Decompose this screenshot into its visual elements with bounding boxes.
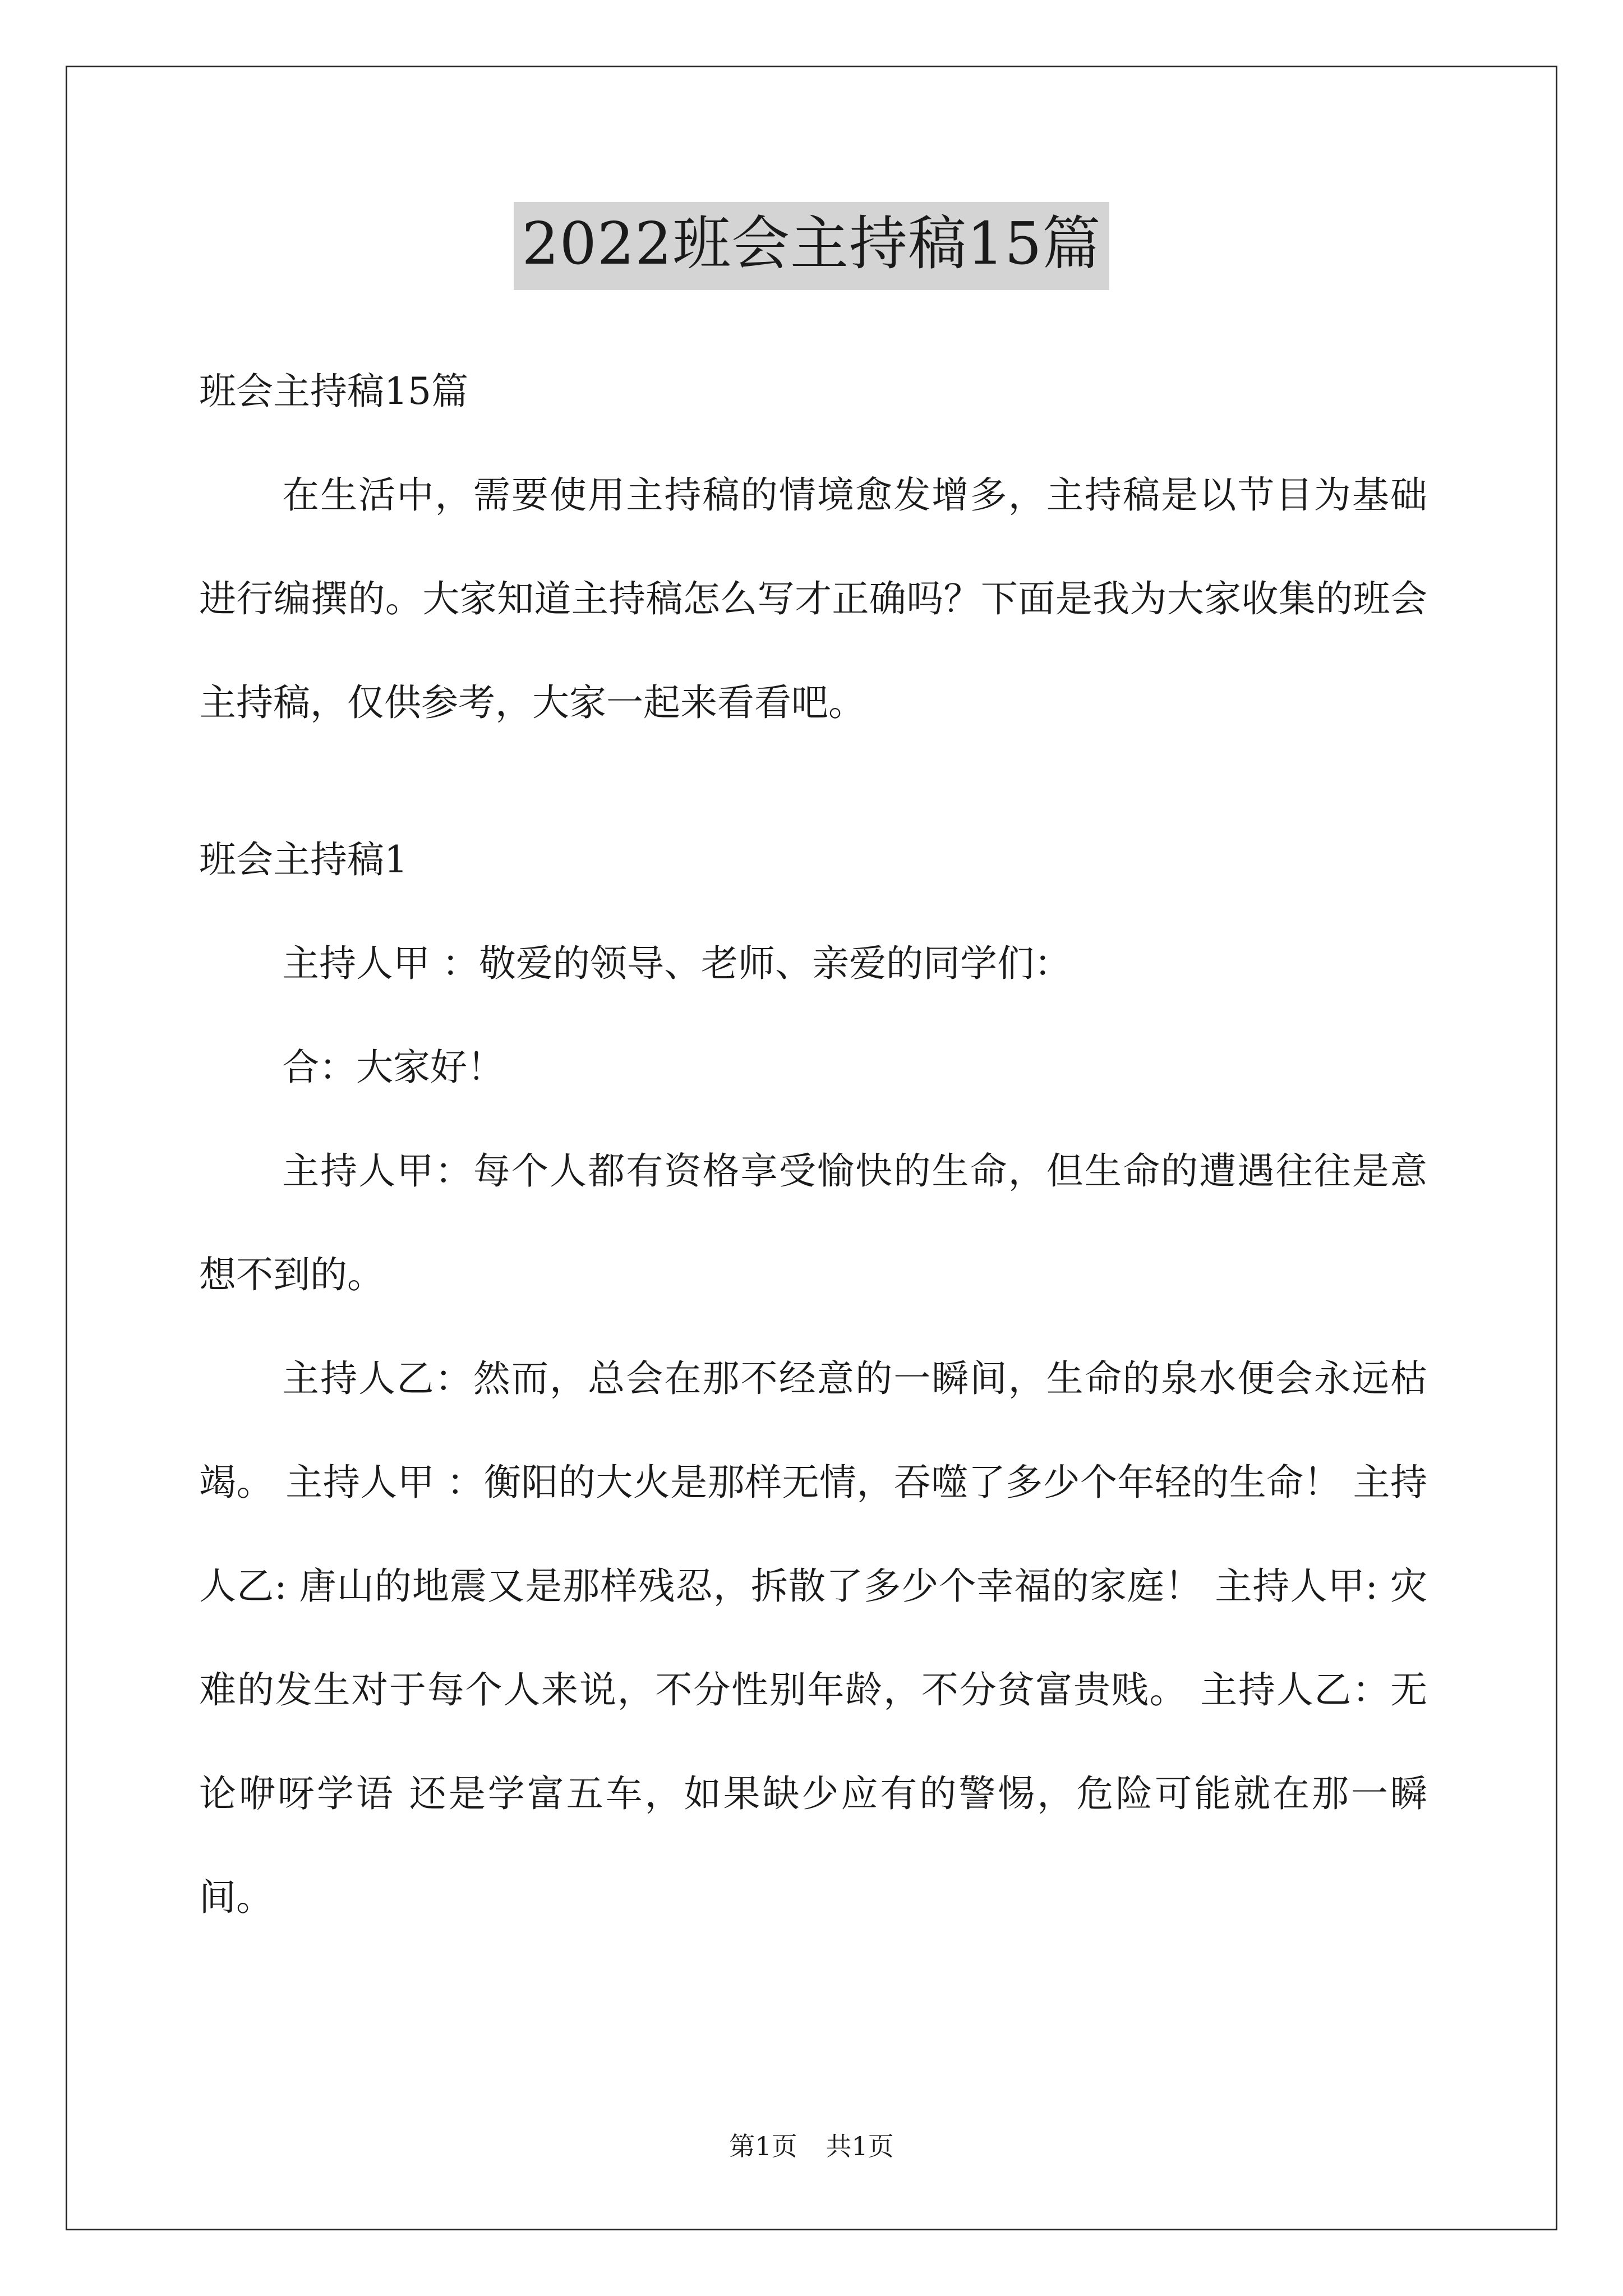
subtitle-heading: 班会主持稿15篇 (199, 370, 468, 413)
document-body (199, 339, 1427, 1949)
paragraph: 主持人甲 ：敬爱的领导、老师、亲爱的同学们： (282, 942, 1071, 985)
intro-paragraph: 在生活中，需要使用主持稿的情境愈发增多，主持稿是以节目为基础进行编撰的。大家知道主持稿怎么写才正确吗？下面是我为大家收集的班会主持稿，仅供参考，大家一起来看看吧。 (199, 473, 1427, 724)
paragraph: 主持人乙：然而，总会在那不经意的一瞬间，生命的泉水便会永远枯竭。 主持人甲 ：衡阳的大火是那样无情，吞噬了多少个年轻的生命！ 主持人乙: 唐山的地震又是那样残忍，拆散了多少个幸福的家庭！ 主持人甲: 灾难的发生对于每个人来说，不分性别年龄，不分贫富贵贱。 主持人乙：无论咿呀学语 还是学富五车，如果缺少应有的警惕，危险可能就在那一瞬间。 (199, 1357, 1427, 1919)
document-title: 2022班会主持稿15篇 (514, 202, 1109, 290)
page-number-current: 第1页 (729, 2131, 797, 2161)
section-heading-1: 班会主持稿1 (199, 838, 408, 881)
paragraph: 合：大家好！ (282, 1046, 504, 1089)
page-number-total: 共1页 (826, 2131, 894, 2161)
title-container (0, 202, 1623, 290)
paragraph: 主持人甲：每个人都有资格享受愉快的生命，但生命的遭遇往往是意想不到的。 (199, 1149, 1427, 1296)
page-footer (0, 2126, 1623, 2163)
